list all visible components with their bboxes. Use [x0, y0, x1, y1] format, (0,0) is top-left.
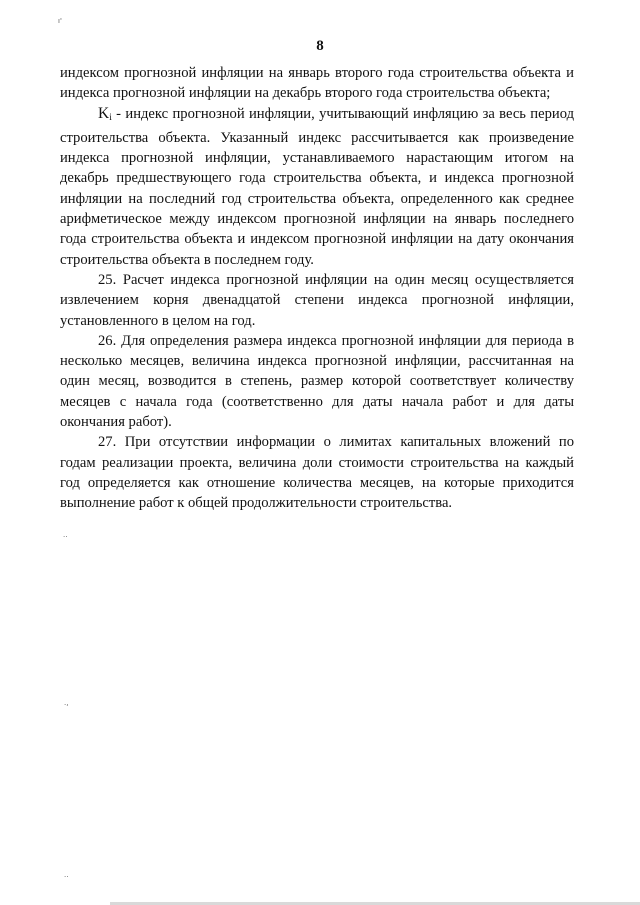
document-body — [60, 63, 574, 514]
paragraph-item-27: 27. При отсутствии информации о лимитах капитальных вложений по годам реализации проекта, величина доли стоимости строительства на каждый год определяется как отношение количества месяцев, на которые приходится выполнение работ к общей продолжительности строительства. — [60, 434, 574, 512]
scan-artifact-margin-2: ., — [64, 699, 69, 707]
paragraph-continuation: индексом прогнозной инфляции на январь второго года строительства объекта и индекса прогнозной инфляции на декабрь второго года строительства объекта; — [60, 65, 574, 102]
scan-artifact-margin-3: .. — [64, 871, 69, 879]
scan-artifact-top-left: ı' — [58, 17, 62, 25]
ki-subscript: i — [109, 112, 112, 123]
paragraph-item-25: 25. Расчет индекса прогнозной инфляции на один месяц осуществляется извлечением корня двенадцатой степени индекса прогнозной инфляции, установленного в целом на год. — [60, 271, 574, 329]
ki-symbol: K — [98, 104, 110, 122]
ki-definition-text: - индекс прогнозной инфляции, учитывающий инфляцию за весь период строительства объекта. Указанный индекс рассчитывается как произведение индекса прогнозной инфляции, устанавливаемого нарастающим итогом на декабрь предшествующего года строительства объекта, и индекса прогнозной инфляции на последний год строительства объекта, определенного как среднее арифметическое между индексом прогнозной инфляции на январь последнего года строительства объекта и индексом прогнозной инфляции на дату окончания строительства объекта в последнем году. — [60, 105, 574, 268]
scan-artifact-margin-1: .. — [63, 531, 68, 539]
paragraph-item-26: 26. Для определения размера индекса прогнозной инфляции для периода в несколько месяцев, величина индекса прогнозной инфляции, рассчитанная на один месяц, возводится в степень, размер которой соответствует количеству месяцев с начала года (соответственно для даты начала работ и для даты окончания работ). — [60, 332, 574, 431]
page-number: 8 — [316, 38, 324, 54]
paragraph-ki-definition — [60, 104, 574, 270]
